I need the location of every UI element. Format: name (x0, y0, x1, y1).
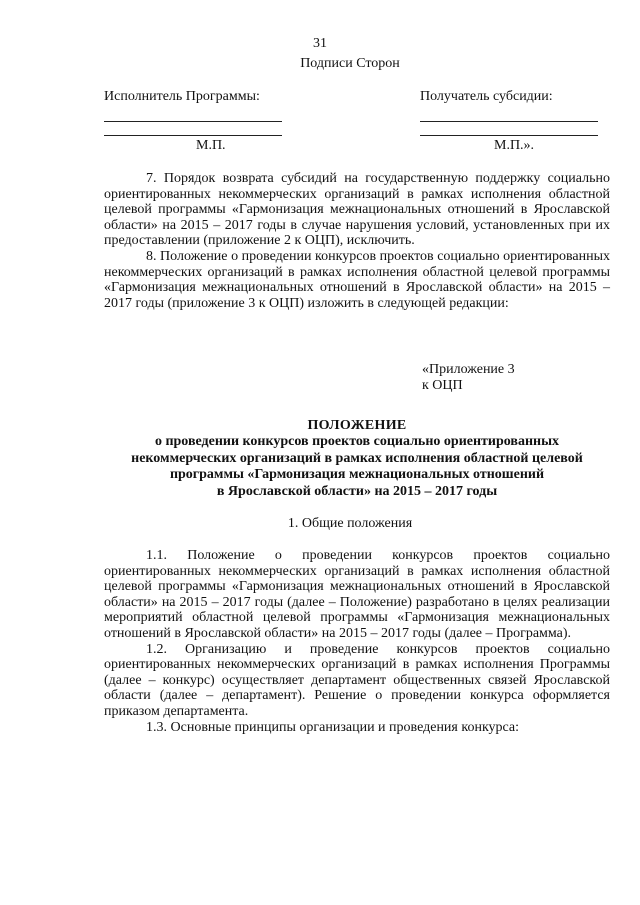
signature-line (104, 134, 282, 136)
stamp-place-left: М.П. (196, 138, 226, 153)
signature-line (420, 120, 598, 122)
signatures-title: Подписи Сторон (300, 56, 400, 71)
signature-line (104, 120, 282, 122)
paragraph-1-2: 1.2. Организацию и проведение конкурсов проектов социально ориентированных некоммерческих организаций в рамках исполнения Программы (далее – конкурс) осуществляет департамент общественных связей Ярославской области (далее – департамент). Решение о проведении конкурса оформляется приказом департамента. (104, 641, 610, 719)
appendix-reference (422, 362, 515, 394)
heading-title: ПОЛОЖЕНИЕ (307, 418, 407, 433)
page-number: 31 (313, 36, 327, 51)
executor-label: Исполнитель Программы: (104, 89, 260, 104)
amendment-points (104, 171, 610, 311)
recipient-label: Получатель субсидии: (420, 89, 553, 104)
signature-line (420, 134, 598, 136)
paragraph-1-3: 1.3. Основные принципы организации и проведения конкурса: (146, 719, 520, 735)
appendix-line-2: к ОЦП (422, 378, 463, 393)
section-body (104, 548, 610, 735)
paragraph-1-1: 1.1. Положение о проведении конкурсов проектов социально ориентированных некоммерческих организаций в рамках исполнения областной целевой программы «Гармонизация межнациональных отношений в Ярославской области» на 2015 – 2017 годы (далее – Положение) разработано в целях реализации мероприятий областной целевой программы «Гармонизация межнациональных отношений в Ярославской области» на 2015 – 2017 годы (далее – Программа). (104, 548, 610, 641)
signature-block-recipient (420, 89, 598, 136)
heading-line-2: некоммерческих организаций в рамках исполнения областной целевой (131, 450, 583, 466)
stamp-place-right: М.П.». (494, 138, 535, 153)
point-8: 8. Положение о проведении конкурсов проектов социально ориентированных некоммерческих организаций в рамках исполнения областной целевой программы «Гармонизация межнациональных отношений в Ярославской области» на 2015 – 2017 годы (приложение 3 к ОЦП) изложить в следующей редакции: (104, 248, 610, 311)
point-7: 7. Порядок возврата субсидий на государственную поддержку социально ориентированных некоммерческих организаций в рамках исполнения областной целевой программы «Гармонизация межнациональных отношений в Ярославской области» на 2015 – 2017 годы в случае нарушения условий, установленных при их предоставлении (приложение 2 к ОЦП), исключить. (104, 171, 610, 249)
heading-line-4: в Ярославской области» на 2015 – 2017 годы (216, 483, 498, 499)
document-heading (104, 418, 610, 500)
heading-line-1: о проведении конкурсов проектов социально ориентированных (154, 434, 560, 450)
section-title: 1. Общие положения (287, 516, 413, 531)
appendix-line-1: «Приложение 3 (422, 362, 515, 377)
heading-line-3: программы «Гармонизация межнациональных отношений (169, 467, 545, 483)
signature-block-executor (104, 89, 282, 136)
